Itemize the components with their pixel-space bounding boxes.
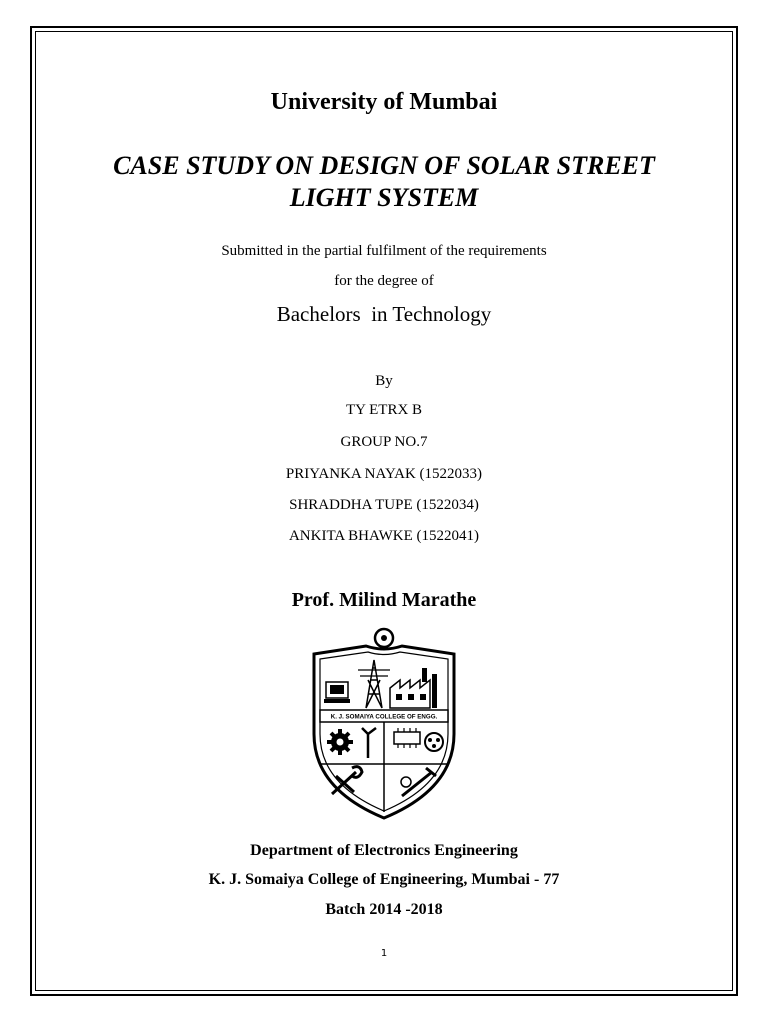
batch-years: Batch 2014 -2018 bbox=[325, 901, 443, 918]
member-name: ANKITA BHAWKE (1522041) bbox=[288, 528, 480, 544]
report-title-line-1: CASE STUDY ON DESIGN OF SOLAR STREET bbox=[113, 151, 655, 180]
crest-banner-text: K. J. SOMAIYA COLLEGE OF ENGG. bbox=[330, 713, 438, 721]
page-number: 1 bbox=[380, 948, 388, 959]
member-name: SHRADDHA TUPE (1522034) bbox=[289, 497, 479, 513]
member-name: PRIYANKA NAYAK (1522033) bbox=[285, 466, 483, 482]
degree-name: Bachelors in Technology bbox=[276, 302, 492, 326]
class-name: TY ETRX B bbox=[345, 402, 423, 418]
college-name: K. J. Somaiya College of Engineering, Mumbai - 77 bbox=[208, 871, 560, 888]
guide-name: Prof. Milind Marathe bbox=[291, 589, 477, 611]
report-title bbox=[0, 150, 768, 214]
department-name: Department of Electronics Engineering bbox=[250, 842, 518, 859]
submission-statement: Submitted in the partial fulfilment of the requirements bbox=[221, 243, 547, 259]
report-title-line-2: LIGHT SYSTEM bbox=[289, 183, 479, 212]
university-name: University of Mumbai bbox=[270, 89, 498, 115]
group-number: GROUP NO.7 bbox=[340, 434, 428, 450]
college-crest-icon bbox=[306, 624, 462, 824]
submission-degree-intro: for the degree of bbox=[334, 273, 434, 289]
by-label: By bbox=[375, 373, 393, 389]
